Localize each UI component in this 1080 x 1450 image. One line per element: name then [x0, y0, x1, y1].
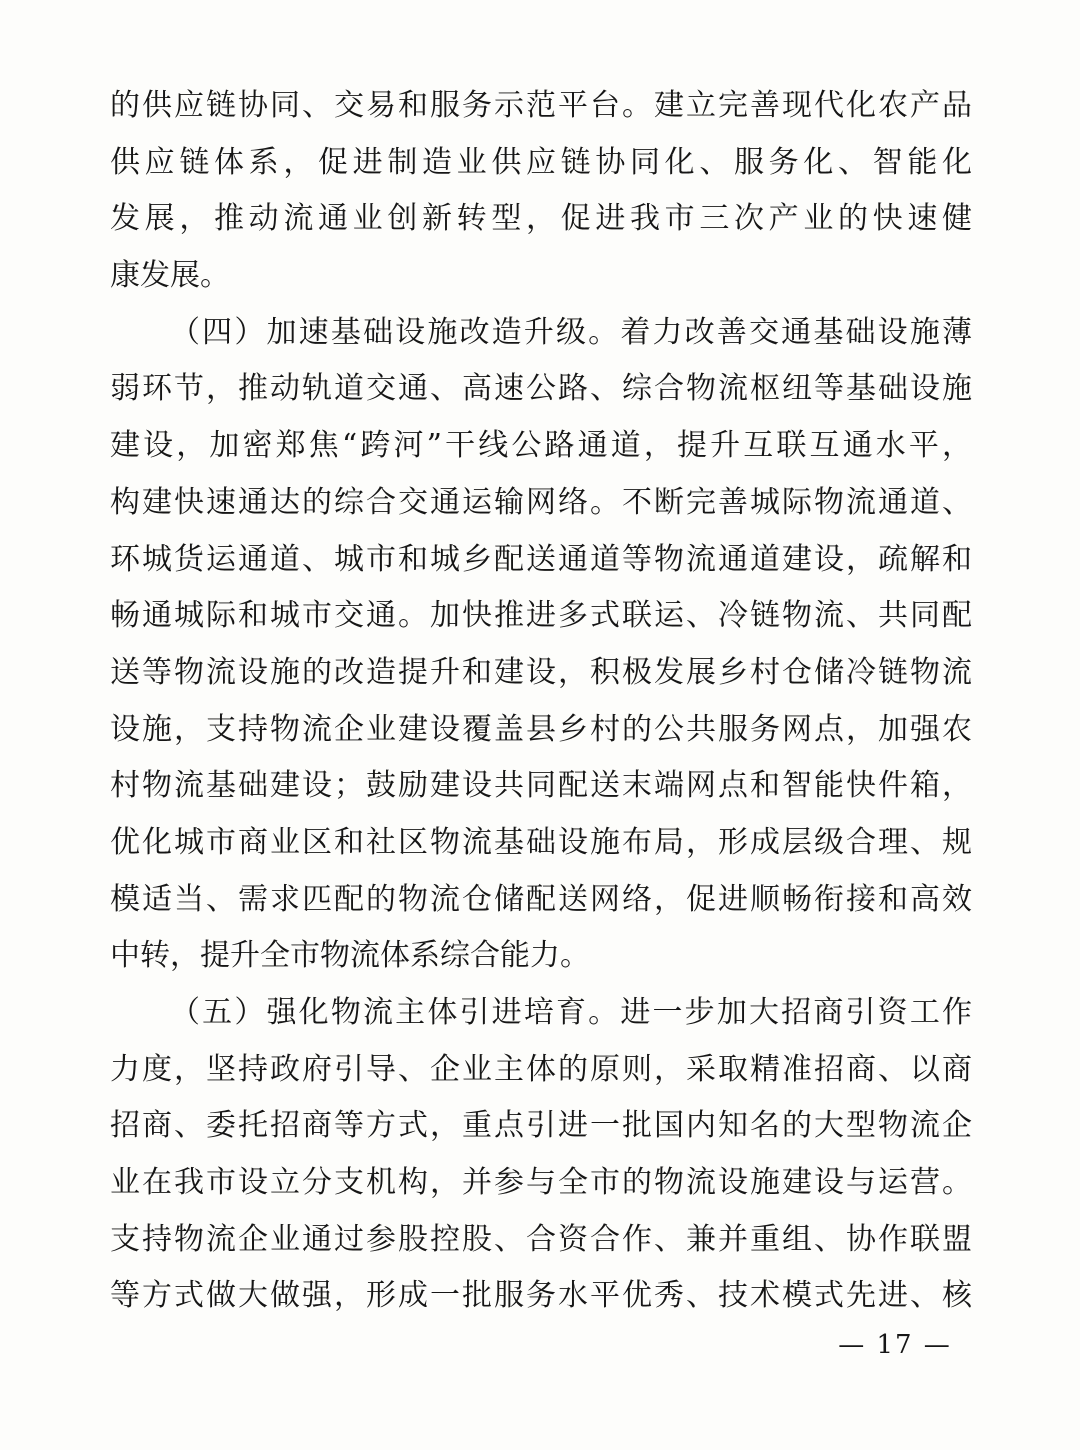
text-line: 力度，坚持政府引导、企业主体的原则，采取精准招商、以商	[110, 1051, 972, 1087]
text-line: 支持物流企业通过参股控股、合资合作、兼并重组、协作联盟	[110, 1221, 972, 1257]
text-line: 畅通城际和城市交通。加快推进多式联运、冷链物流、共同配	[110, 598, 972, 634]
text-line: 模适当、需求匹配的物流仓储配送网络，促进顺畅衔接和高效	[110, 881, 972, 917]
body-text	[110, 78, 972, 1325]
text-line: 业在我市设立分支机构，并参与全市的物流设施建设与运营。	[110, 1165, 972, 1201]
text-line: 建设，加密郑焦“跨河”干线公路通道，提升互联互通水平，	[110, 428, 972, 464]
text-line: 弱环节，推动轨道交通、高速公路、综合物流枢纽等基础设施	[110, 371, 972, 407]
section-heading-line: （四）加速基础设施改造升级。着力改善交通基础设施薄	[170, 314, 972, 350]
section-heading-line: （五）强化物流主体引进培育。进一步加大招商引资工作	[170, 995, 972, 1030]
text-line: 康发展。	[110, 258, 230, 294]
text-line: 发展，推动流通业创新转型，促进我市三次产业的快速健	[110, 201, 972, 237]
text-line: 村物流基础建设；鼓励建设共同配送末端网点和智能快件箱，	[110, 768, 972, 804]
text-line: 等方式做大做强，形成一批服务水平优秀、技术模式先进、核	[110, 1278, 972, 1314]
page-number: — 17 —	[838, 1330, 952, 1360]
text-line: 供应链体系，促进制造业供应链协同化、服务化、智能化	[110, 144, 972, 180]
text-line: 设施，支持物流企业建设覆盖县乡村的公共服务网点，加强农	[110, 711, 972, 747]
text-line: 构建快速通达的综合交通运输网络。不断完善城际物流通道、	[110, 484, 972, 520]
text-line: 环城货运通道、城市和城乡配送通道等物流通道建设，疏解和	[110, 541, 972, 577]
text-line: 送等物流设施的改造提升和建设，积极发展乡村仓储冷链物流	[110, 654, 972, 690]
text-line: 招商、委托招商等方式，重点引进一批国内知名的大型物流企	[110, 1108, 972, 1144]
text-line: 的供应链协同、交易和服务示范平台。建立完善现代化农产品	[110, 88, 972, 123]
text-line: 优化城市商业区和社区物流基础设施布局，形成层级合理、规	[110, 824, 972, 860]
text-line: 中转，提升全市物流体系综合能力。	[110, 938, 590, 974]
